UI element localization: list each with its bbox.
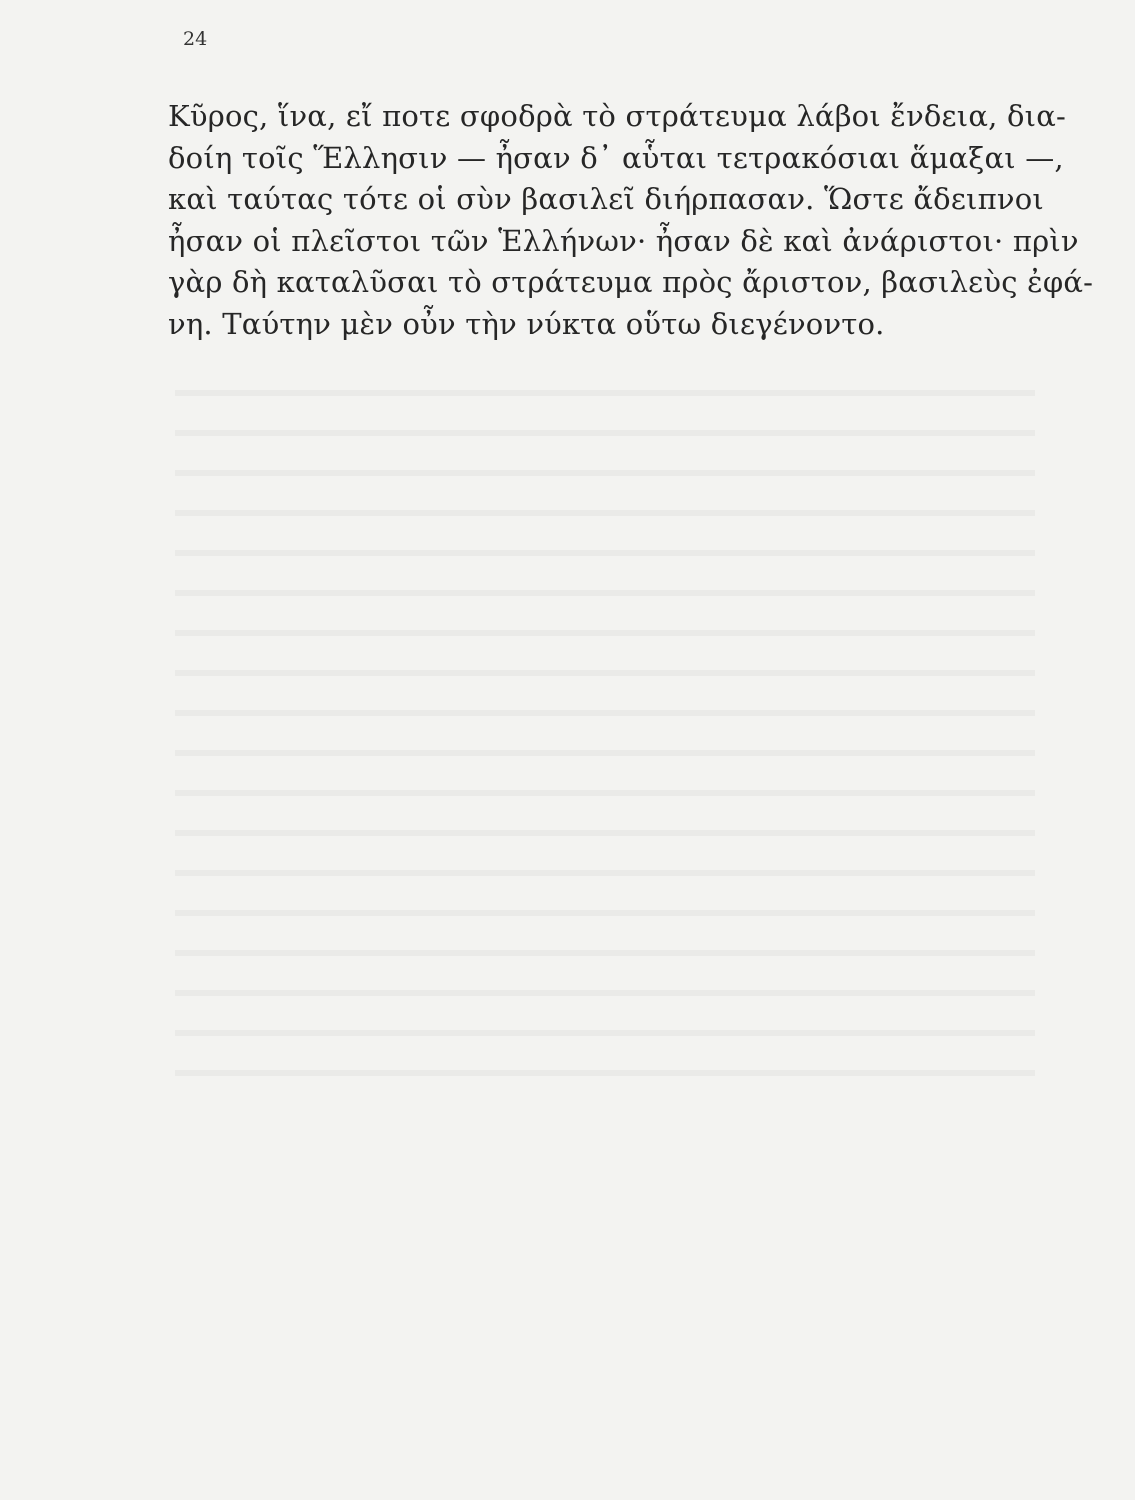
text-line-5: γὰρ δὴ καταλῦσαι τὸ στράτευμα πρὸς ἄριστον, βασιλεὺς ἐφά- <box>168 265 1094 299</box>
paragraph <box>168 96 1094 345</box>
text-line-3: καὶ ταύτας τότε οἱ σὺν βασιλεῖ διήρπασαν. Ὥστε ἄδειπνοι <box>168 182 1044 216</box>
page-number: 24 <box>183 28 208 50</box>
text-line-6: νη. Ταύτην μὲν οὖν τὴν νύκτα οὕτω διεγένοντο. <box>168 306 885 341</box>
text-line-1: Κῦρος, ἵνα, εἴ ποτε σφοδρὰ τὸ στράτευμα λάβοι ἔνδεια, δια- <box>168 99 1066 133</box>
text-line-2: δοίη τοῖς Ἕλλησιν — ἦσαν δ᾽ αὗται τετρακόσιαι ἅμαξαι —, <box>168 140 1064 175</box>
show-through-texture <box>175 360 1035 1080</box>
text-line-4: ἦσαν οἱ πλεῖστοι τῶν Ἑλλήνων· ἦσαν δὲ καὶ ἀνάριστοι· πρὶν <box>168 223 1079 258</box>
